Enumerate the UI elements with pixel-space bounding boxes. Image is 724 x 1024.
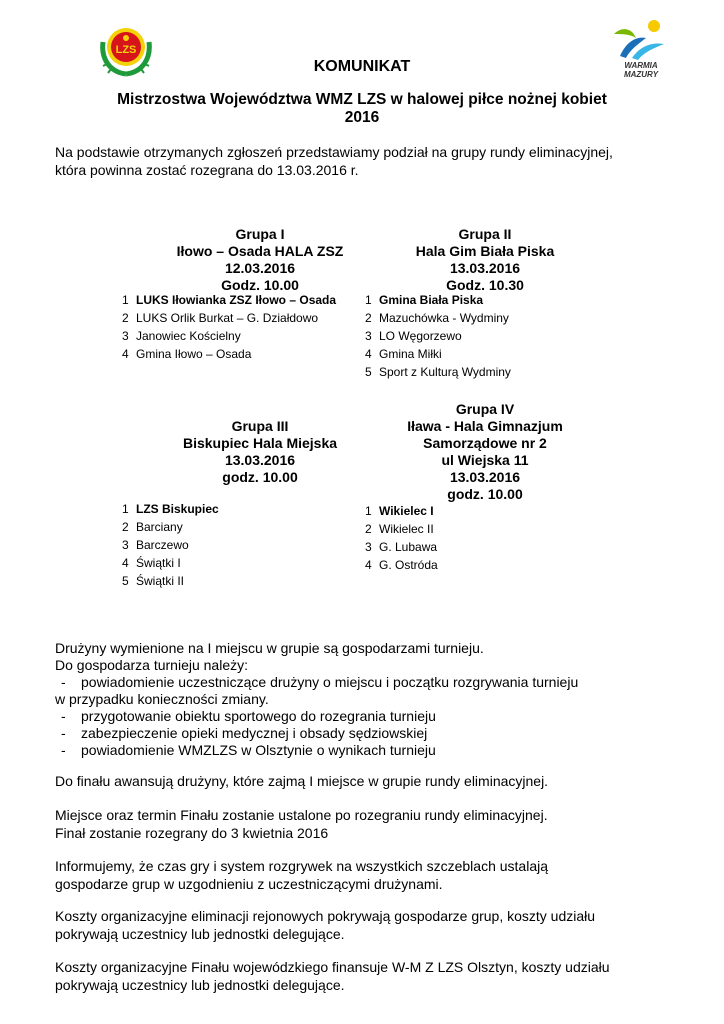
- group-4-address: ul Wiejska 11: [441, 452, 529, 468]
- hosts-item1-continuation: w przypadku konieczności zmiany.: [55, 691, 269, 707]
- lzs-logo-text: LZS: [115, 44, 137, 56]
- list-item: 3 Barczewo: [122, 538, 189, 552]
- list-item: 3 Janowiec Kościelny: [122, 329, 241, 343]
- venue-paragraph: Miejsce oraz termin Finału zostanie ustalone po rozegraniu rundy eliminacyjnej. Finał zostanie rozegrany do 3 kwietnia 2016: [55, 807, 548, 841]
- group-3-teams: [122, 502, 219, 592]
- intro-line2: która powinna zostać rozegrana do 13.03.2016 r.: [55, 162, 359, 178]
- group-2-venue: Hala Gim Biała Piska: [415, 243, 555, 259]
- list-item: 1 Wikielec I: [365, 504, 434, 518]
- group-2-name: Grupa II: [458, 226, 512, 242]
- hosts-line1: Drużyny wymienione na I miejscu w grupie są gospodarzami turnieju.: [55, 640, 484, 656]
- list-item: 2 Mazuchówka - Wydminy: [365, 311, 509, 325]
- group-2-date: 13.03.2016: [449, 260, 521, 276]
- group-3-venue: Biskupiec Hala Miejska: [182, 435, 338, 451]
- group-1-name: Grupa I: [235, 226, 285, 242]
- group-4-teams: [365, 504, 438, 576]
- group-4-venue: Iława - Hala Gimnazjum: [407, 418, 563, 434]
- list-item: - powiadomienie uczestniczące drużyny o miejscu i początku rozgrywania turnieju: [61, 674, 579, 690]
- group-4-name: Grupa IV: [455, 401, 515, 417]
- group-2-teams: [365, 293, 511, 383]
- list-item: 2 LUKS Orlik Burkat – G. Działdowo: [122, 311, 319, 325]
- group-2-header: [370, 226, 600, 294]
- list-item: 2 Barciany: [122, 520, 183, 534]
- group-1-time: Godz. 10.00: [221, 277, 299, 293]
- game-time-paragraph: Informujemy, że czas gry i system rozgrywek na wszystkich szczeblach ustalają gospodarze grup w uzgodnieniu z uczestniczącymi drużynami.: [55, 858, 549, 892]
- logo-line2: MAZURY: [623, 70, 659, 79]
- final-paragraph: Do finału awansują drużyny, które zajmą I miejsce w grupie rundy eliminacyjnej.: [55, 773, 549, 789]
- list-item: - przygotowanie obiektu sportowego do rozegrania turnieju: [61, 708, 436, 724]
- list-item: 4 G. Ostróda: [365, 558, 438, 572]
- host-duties: [55, 640, 675, 759]
- list-item: 4 Gmina Iłowo – Osada: [122, 347, 252, 361]
- list-item: 5 Świątki II: [122, 574, 185, 588]
- group-3-time: godz. 10.00: [222, 469, 298, 485]
- list-item: 3 G. Lubawa: [365, 540, 438, 554]
- subtitle-line1: Mistrzostwa Województwa WMZ LZS w halowej piłce nożnej kobiet: [117, 91, 607, 108]
- list-item: 2 Wikielec II: [365, 522, 434, 536]
- list-item: 5 Sport z Kulturą Wydminy: [365, 365, 511, 379]
- group-1-header: [140, 226, 380, 294]
- list-item: 1 LZS Biskupiec: [122, 502, 219, 516]
- group-1-venue: Iłowo – Osada HALA ZSZ: [176, 243, 344, 259]
- list-item: 4 Gmina Miłki: [365, 347, 442, 361]
- list-item: 1 Gmina Biała Piska: [365, 293, 484, 307]
- group-1-date: 12.03.2016: [224, 260, 296, 276]
- costs-paragraph-2: Koszty organizacyjne Finału wojewódzkiego finansuje W-M Z LZS Olsztyn, koszty udziału pokrywają uczestnicy lub jednostki delegujące.: [55, 959, 610, 993]
- group-4-header: [370, 401, 600, 503]
- group-4-date: 13.03.2016: [449, 469, 521, 485]
- logo-line1: WARMIA: [624, 61, 658, 70]
- intro-line1: Na podstawie otrzymanych zgłoszeń przedstawiamy podział na grupy rundy eliminacyjnej,: [55, 144, 613, 160]
- list-item: - powiadomienie WMZLZS w Olsztynie o wynikach turnieju: [61, 742, 436, 758]
- list-item: - zabezpieczenie opieki medycznej i obsady sędziowskiej: [61, 725, 428, 741]
- list-item: 4 Świątki I: [122, 556, 181, 570]
- group-3-date: 13.03.2016: [224, 452, 296, 468]
- intro: [55, 143, 675, 179]
- hosts-line2: Do gospodarza turnieju należy:: [55, 657, 249, 673]
- group-3-header: [140, 418, 380, 486]
- list-item: 1 LUKS Iłowianka ZSZ Iłowo – Osada: [122, 293, 337, 307]
- group-3-name: Grupa III: [231, 418, 289, 434]
- costs-paragraph-1: Koszty organizacyjne eliminacji rejonowych pokrywają gospodarze grup, koszty udziału pokrywają uczestnicy lub jednostki delegujące.: [55, 908, 596, 942]
- group-1-teams: [122, 293, 336, 365]
- group-4-time: godz. 10.00: [447, 486, 523, 502]
- page-title: KOMUNIKAT: [313, 58, 411, 75]
- list-item: 3 LO Węgorzewo: [365, 329, 462, 343]
- subtitle-line2: 2016: [344, 109, 380, 126]
- group-4-venue-line2: Samorządowe nr 2: [423, 435, 547, 451]
- group-2-time: Godz. 10.30: [446, 277, 524, 293]
